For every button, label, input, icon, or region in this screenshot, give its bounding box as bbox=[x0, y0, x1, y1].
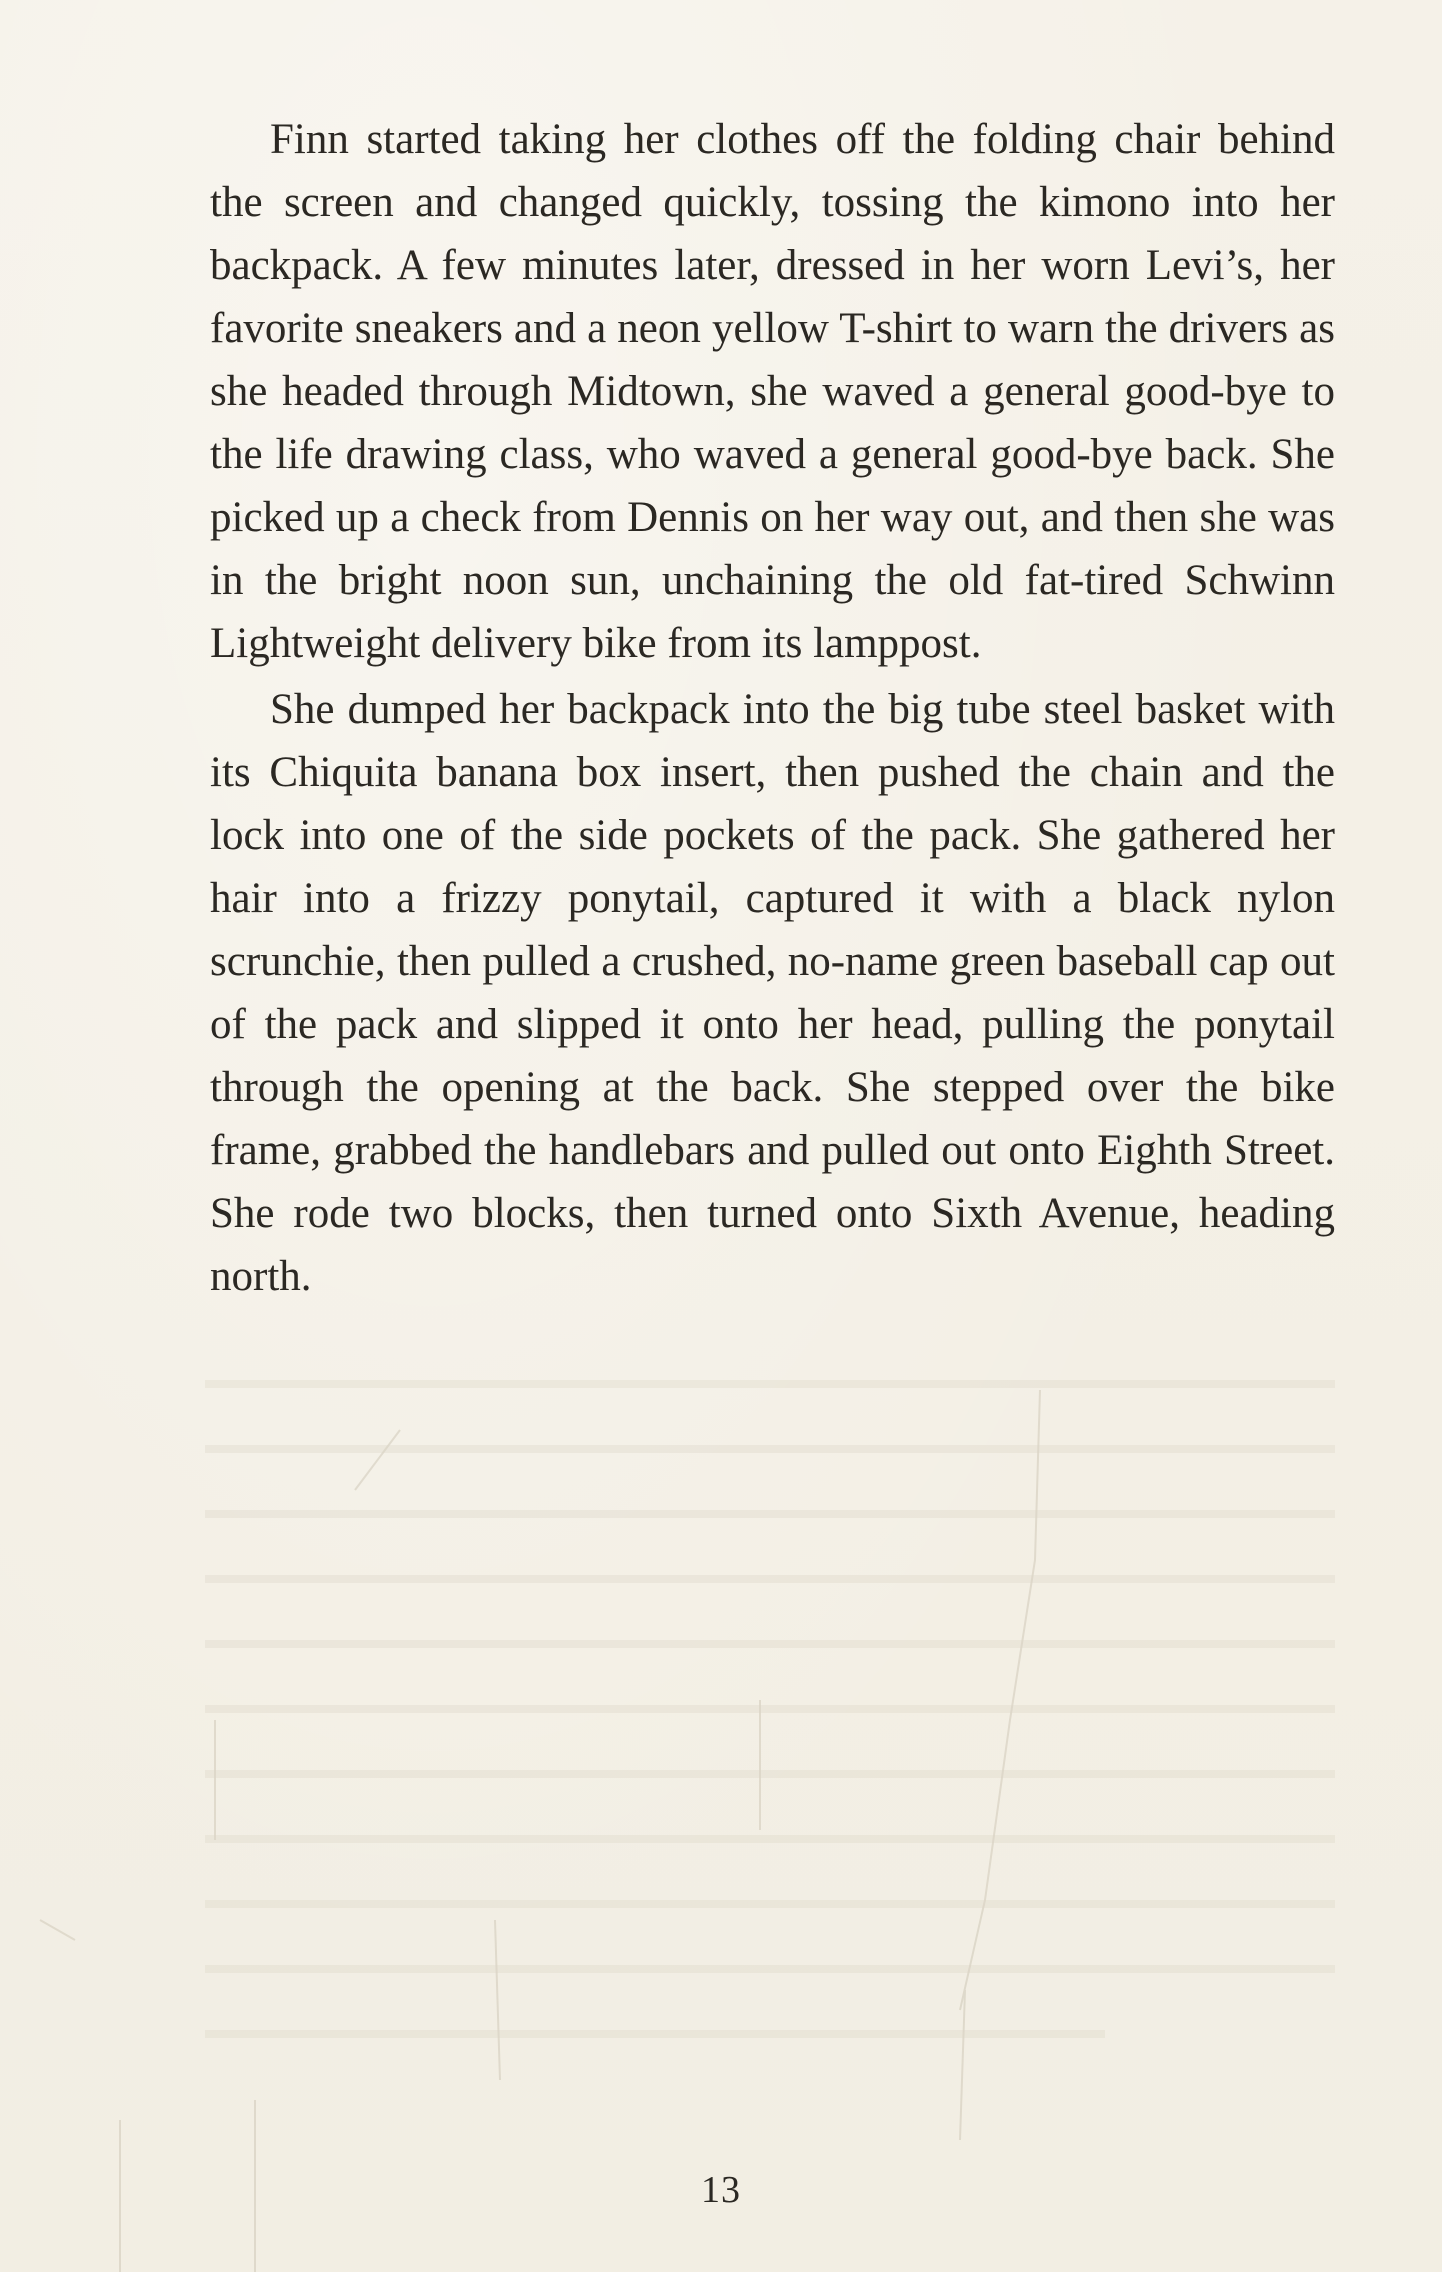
page-number: 13 bbox=[701, 2169, 741, 2211]
paragraph-1: Finn started taking her clothes off the folding chair behind the screen and changed quickly, tossing the kimono into her backpack. A few minutes later, dressed in her worn Levi’s, her favorite sneakers and a neon yellow T-shirt to warn the drivers as she headed through Midtown, she waved a general good-bye to the life drawing class, who waved a general good-bye back. She picked up a check from Dennis on her way out, and then she was in the bright noon sun, unchaining the old fat-tired Schwinn Lightweight delivery bike from its lamppost. bbox=[210, 116, 1335, 667]
body-text bbox=[210, 108, 1335, 1308]
paragraph-2: She dumped her backpack into the big tube steel basket with its Chiquita banana box insert, then pushed the chain and the lock into one of the side pockets of the pack. She gathered her hair into a frizzy ponytail, captured it with a black nylon scrunchie, then pulled a crushed, no-name green baseball cap out of the pack and slipped it onto her head, pulling the ponytail through the opening at the back. She stepped over the bike frame, grabbed the handlebars and pulled out onto Eighth Street. She rode two blocks, then turned onto Sixth Avenue, heading north. bbox=[210, 686, 1335, 1300]
